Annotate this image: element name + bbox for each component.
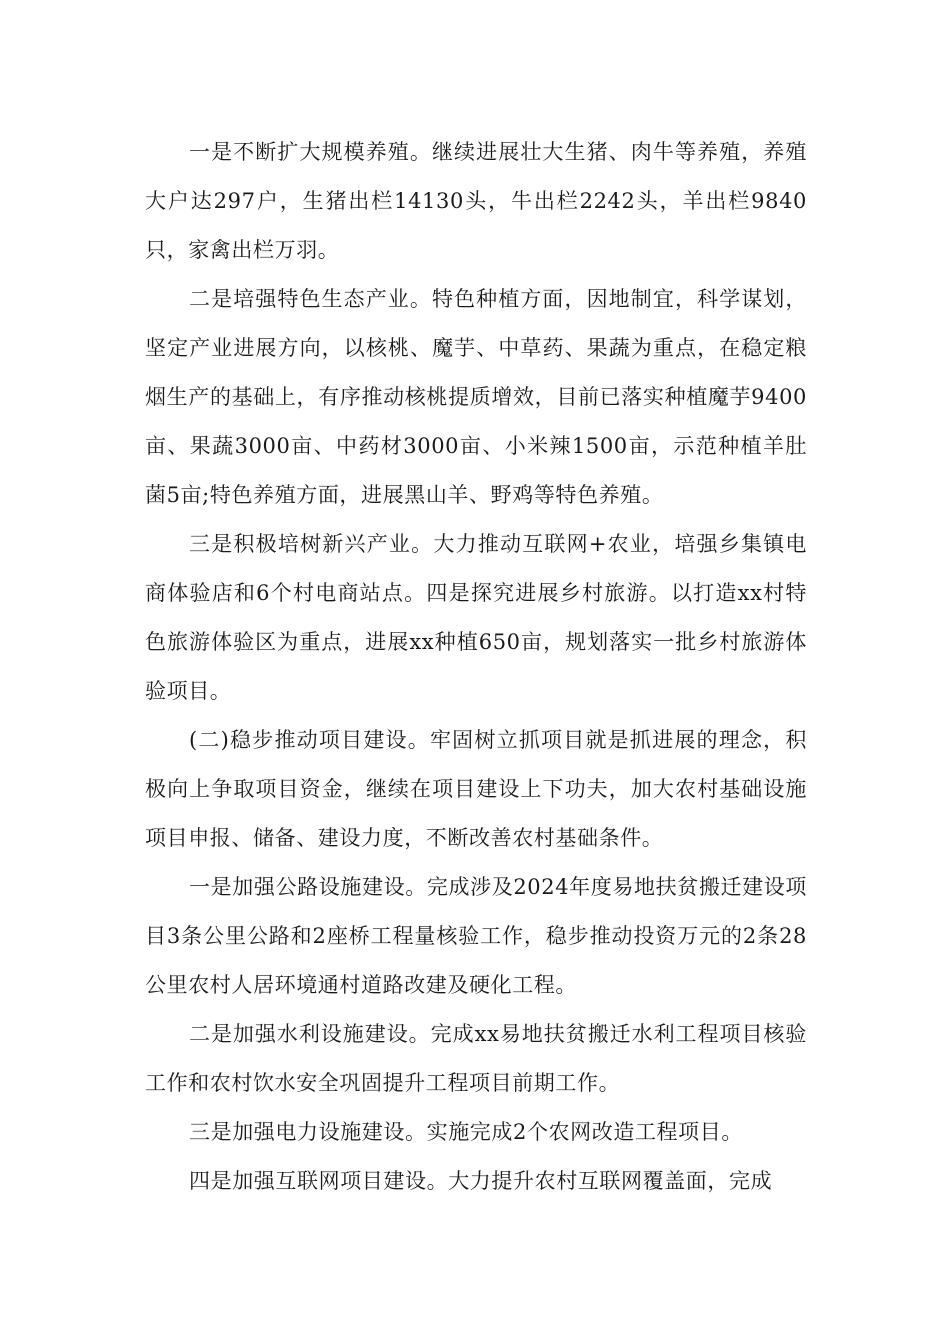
paragraph-project-construction: (二)稳步推动项目建设。牢固树立抓项目就是抓进展的理念，积极向上争取项目资金，继续在项目建设上下功夫，加大农村基础设施项目申报、储备、建设力度，不断改善农村基础条件。 — [145, 728, 807, 850]
paragraph-scale-breeding: 一是不断扩大规模养殖。继续进展壮大生猪、肉牛等养殖，养殖大户达297户，生猪出栏14130头，牛出栏2242头，羊出栏9840只，家禽出栏万羽。 — [145, 140, 807, 262]
paragraph-water-facilities: 二是加强水利设施建设。完成xx易地扶贫搬迁水利工程项目核验工作和农村饮水安全巩固提升工程项目前期工作。 — [145, 1022, 807, 1095]
paragraph-emerging-industry: 三是积极培树新兴产业。大力推动互联网+农业，培强乡集镇电商体验店和6个村电商站点。四是探究进展乡村旅游。以打造xx村特色旅游体验区为重点，进展xx种植650亩，规划落实一批乡村旅游体验项目。 — [145, 532, 807, 703]
paragraph-road-facilities: 一是加强公路设施建设。完成涉及2024年度易地扶贫搬迁建设项目3条公里公路和2座桥工程量核验工作，稳步推动投资万元的2条28公里农村人居环境通村道路改建及硬化工程。 — [145, 875, 807, 997]
document-body — [145, 128, 807, 1206]
paragraph-power-facilities: 三是加强电力设施建设。实施完成2个农网改造工程项目。 — [189, 1120, 743, 1144]
paragraph-internet-projects: 四是加强互联网项目建设。大力提升农村互联网覆盖面，完成 — [189, 1169, 773, 1193]
paragraph-eco-industry: 二是培强特色生态产业。特色种植方面，因地制宜，科学谋划，坚定产业进展方向，以核桃、魔芋、中草药、果蔬为重点，在稳定粮烟生产的基础上，有序推动核桃提质增效，目前已落实种植魔芋9400亩、果蔬3000亩、中药材3000亩、小米辣1500亩，示范种植羊肚菌5亩;特色养殖方面，进展黑山羊、野鸡等特色养殖。 — [145, 287, 807, 507]
